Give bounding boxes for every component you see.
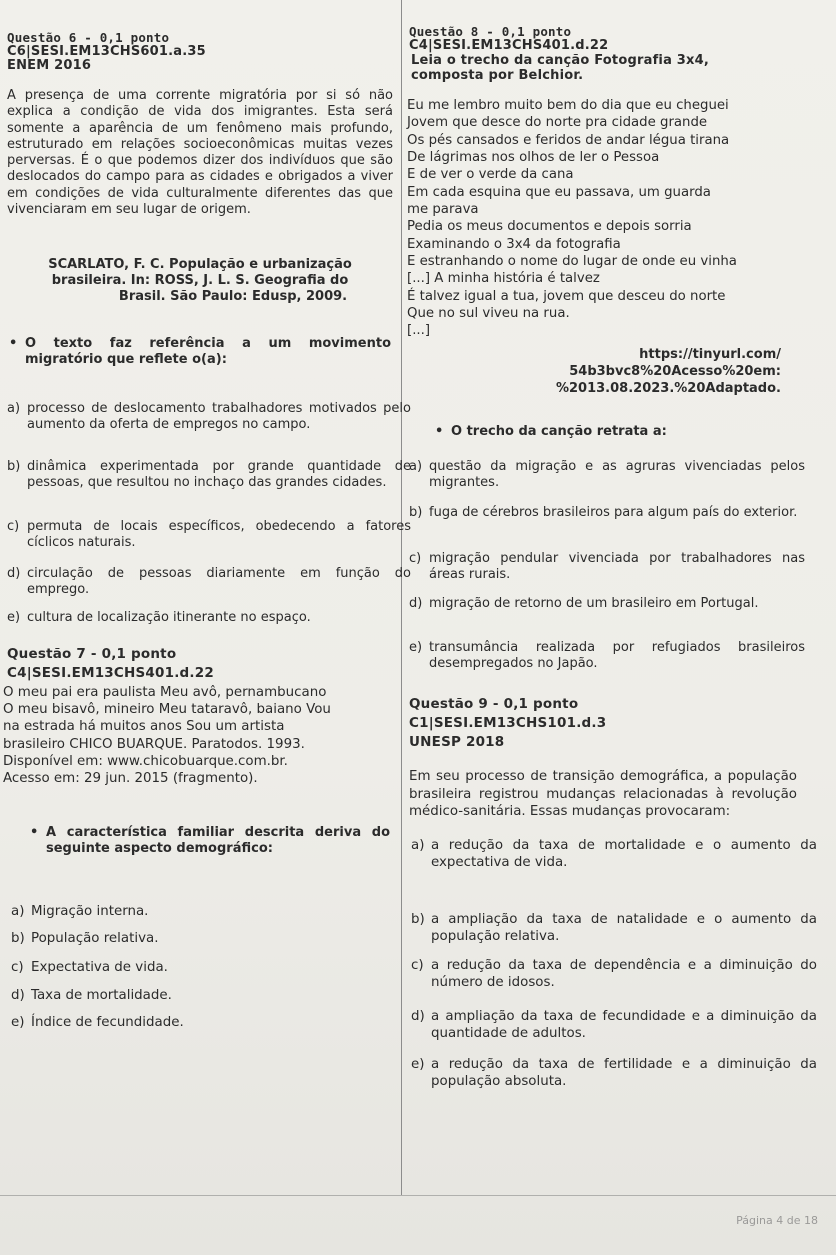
source-line: %2013.08.2023.%20Adaptado. [555,381,781,396]
text-line: brasileiro CHICO BUARQUE. Paratodos. 1993. [3,736,305,752]
question-title: Questão 8 - 0,1 ponto [409,24,572,39]
text-line: Disponível em: www.chicobuarque.com.br. [3,753,288,769]
question-7-stem: • A característica familiar descrita deriva do seguinte aspecto demográfico: [30,825,390,857]
question-9-option-a[interactable] [411,838,817,871]
lyric-line: E de ver o verde da cana [407,167,574,183]
question-7-text [3,684,331,787]
option-letter: e) [11,1015,25,1030]
question-code: C6|SESI.EM13CHS601.a.35 [7,44,206,59]
question-6-text: A presença de uma corrente migratória por si só não explica a condição de vida dos imigrantes. Esta será somente a aparência de um fenômeno mais profundo, estruturado em relações socioeconômicas muitas vezes perversas. É o que podemos dizer dos indivíduos que são deslocados do campo para as cidades e obrigados a viver em condições de vida culturalmente diferentes das que vivenciaram em seu lugar de origem. [7,88,393,218]
lyric-line: Eu me lembro muito bem do dia que eu cheguei [407,98,729,113]
option-letter: b) [11,931,25,946]
lyric-line: É talvez igual a tua, jovem que desceu do norte [407,288,726,304]
option-text: fuga de cérebros brasileiros para algum país do exterior. [429,505,798,520]
option-text: Expectativa de vida. [31,960,168,975]
text-line: O meu bisavô, mineiro Meu tataravô, baiano Vou [3,702,331,718]
option-text: a ampliação da taxa de natalidade e o aumento da população relativa. [431,912,817,944]
question-8-option-e[interactable] [409,640,805,671]
question-8-stem: • O trecho da canção retrata a: [435,424,811,440]
option-text: cultura de localização itinerante no espaço. [27,610,311,625]
question-8-header [409,25,608,53]
option-letter: c) [7,519,20,534]
lyric-line: me parava [407,202,479,218]
source-line: https://tinyurl.com/ [639,347,781,362]
question-9-option-b[interactable] [411,912,817,945]
option-text: Migração interna. [31,904,149,919]
intro-line: Leia o trecho da canção Fotografia 3x4, [411,53,709,68]
option-text: migração pendular vivenciada por trabalhadores nas áreas rurais. [429,551,805,582]
option-letter: e) [411,1057,425,1072]
text-line: na estrada há muitos anos Sou um artista [3,719,285,735]
lyric-line: Jovem que desce do norte pra cidade grande [407,115,708,131]
option-letter: e) [7,610,21,625]
question-title: Questão 6 - 0,1 ponto [7,30,170,45]
question-8-option-d[interactable] [409,596,805,612]
option-letter: c) [11,960,24,975]
question-6-reference [7,257,393,305]
question-6-option-e[interactable] [7,610,411,626]
question-8-lyrics [407,97,737,340]
lyric-line: Examinando o 3x4 da fotografia [407,236,621,252]
question-9-option-d[interactable] [411,1009,817,1042]
option-text: permuta de locais específicos, obedecendo a fatores cíclicos naturais. [27,519,411,550]
option-letter: c) [411,958,424,973]
question-6-header [7,31,206,73]
question-6-option-b[interactable] [7,459,411,490]
option-text: questão da migração e as agruras vivenciadas pelos migrantes. [429,459,805,490]
question-code: C1|SESI.EM13CHS101.d.3 [409,715,607,731]
question-title: Questão 7 - 0,1 ponto [7,646,177,662]
option-text: circulação de pessoas diariamente em função do emprego. [27,566,411,597]
source-line: 54b3bvc8%20Acesso%20em: [569,364,781,379]
question-6-option-c[interactable] [7,519,411,550]
option-text: a redução da taxa de mortalidade e o aumento da expectativa de vida. [431,838,817,870]
option-letter: a) [11,904,25,919]
option-text: processo de deslocamento trabalhadores motivados pelo aumento da oferta de empregos no campo. [27,401,411,432]
lyric-line: Pedia os meus documentos e depois sorria [407,219,692,235]
question-exam: ENEM 2016 [7,58,92,73]
option-text: dinâmica experimentada por grande quantidade de pessoas, que resultou no inchaço das grandes cidades. [27,459,411,490]
question-8-option-a[interactable] [409,459,805,490]
question-8-option-c[interactable] [409,551,805,582]
question-9-text: Em seu processo de transição demográfica, a população brasileira registrou mudanças relacionadas à revolução médico-sanitária. Essas mudanças provocaram: [409,769,797,819]
question-code: C4|SESI.EM13CHS401.d.22 [7,665,214,681]
option-text: Taxa de mortalidade. [31,988,172,1003]
page-bottom-divider [0,1195,836,1196]
option-text: Índice de fecundidade. [31,1015,184,1030]
option-letter: d) [11,988,25,1003]
option-letter: e) [409,640,423,655]
option-text: a ampliação da taxa de fecundidade e a diminuição da quantidade de adultos. [431,1009,817,1041]
option-text: transumância realizada por refugiados brasileiros desempregados no Japão. [429,640,805,671]
text-line: O meu pai era paulista Meu avô, pernambucano [3,685,327,700]
lyric-line: Os pés cansados e feridos de andar légua tirana [407,132,730,148]
question-9-option-c[interactable] [411,958,817,991]
question-7-header [7,645,214,683]
question-9-header [409,695,606,752]
option-letter: b) [7,459,21,474]
option-letter: b) [411,912,425,927]
reference-line: Brasil. São Paulo: Edusp, 2009. [118,289,348,304]
intro-line: composta por Belchior. [411,68,584,83]
option-text: a redução da taxa de dependência e a diminuição do número de idosos. [431,958,817,990]
option-letter: d) [411,1009,425,1024]
option-letter: a) [411,838,425,853]
option-text: População relativa. [31,931,159,946]
option-text: a redução da taxa de fertilidade e a diminuição da população absoluta. [431,1057,817,1089]
question-6-option-a[interactable] [7,401,411,432]
question-8-source [409,346,781,397]
question-6-option-d[interactable] [7,566,411,597]
option-text: migração de retorno de um brasileiro em Portugal. [429,596,759,611]
reference-line: SCARLATO, F. C. População e urbanização [48,257,352,272]
lyric-line: [...] [407,323,431,339]
option-letter: c) [409,551,422,566]
question-9-option-e[interactable] [411,1057,817,1090]
option-letter: d) [409,596,423,611]
question-title: Questão 9 - 0,1 ponto [409,696,579,712]
question-8-intro [411,53,709,83]
question-7-option-a[interactable] [11,904,411,920]
reference-line: brasileira. In: ROSS, J. L. S. Geografia do [51,273,349,288]
question-7-option-e[interactable] [11,1015,411,1031]
option-letter: a) [409,459,423,474]
option-letter: b) [409,505,423,520]
question-code: C4|SESI.EM13CHS401.d.22 [409,38,609,53]
question-8-option-b[interactable] [409,505,805,521]
question-exam: UNESP 2018 [409,734,505,750]
lyric-line: Em cada esquina que eu passava, um guarda [407,184,711,200]
option-letter: d) [7,566,21,581]
question-7-option-b[interactable] [11,931,411,947]
lyric-line: [...] A minha história é talvez [407,271,600,287]
lyric-line: Que no sul viveu na rua. [407,306,570,322]
question-7-option-c[interactable] [11,960,411,976]
lyric-line: E estranhando o nome do lugar de onde eu vinha [407,254,737,270]
text-line: Acesso em: 29 jun. 2015 (fragmento). [3,771,258,787]
question-7-option-d[interactable] [11,988,411,1004]
lyric-line: De lágrimas nos olhos de ler o Pessoa [407,150,660,166]
option-letter: a) [7,401,21,416]
page-number: Página 4 de 18 [736,1214,818,1227]
question-6-stem: • O texto faz referência a um movimento migratório que reflete o(a): [9,336,391,368]
